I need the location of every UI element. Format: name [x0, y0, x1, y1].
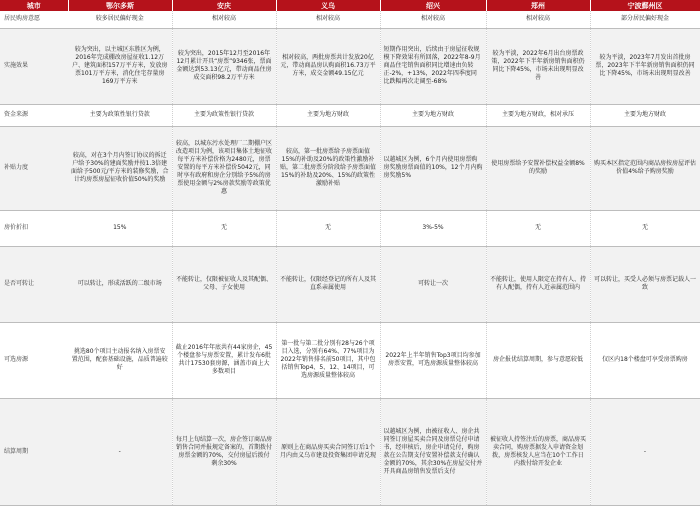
row-subsidy — [0, 126, 700, 210]
header-ordos: 鄂尔多斯 — [68, 0, 172, 11]
header-ningbo-yinzhou: 宁波鄞州区 — [590, 0, 700, 11]
table-cell: 无 — [590, 210, 700, 246]
row-label: 可选房源 — [0, 322, 68, 398]
row-label: 是否可转让 — [0, 246, 68, 322]
table-cell: 主要为政策性银行贷款 — [68, 104, 172, 126]
table-cell: 每月上旬结算一次，房企签订商品房销售合同并报规定备案的，首期拨付房票金额的70%，交付房屋后拨付剩余30% — [172, 398, 276, 505]
table-cell: 3%-5% — [380, 210, 486, 246]
table-cell: 短期作用突出，后续由于房屋征收规模下降效果有所回落，2022年8-9月商品住宅销售面积同比增速由负转正-2%，+13%，2022年四季度同比跌幅再次走阔至-68% — [380, 28, 486, 104]
table-cell: 截止2016年年底共有44家房企，45个楼盘参与房票安置，累计发布6批共计17530套房源，涵盖市面上大多数项目 — [172, 322, 276, 398]
table-cell: 被征收人持签注后的房票，商品房买卖合同，购房票据发入申请资金划拨，房票核发人应当在10个工作日内拨付给开发企业 — [486, 398, 590, 505]
table-cell: 主要为政策性银行贷款 — [172, 104, 276, 126]
row-implementation-effect — [0, 28, 700, 104]
row-transferable — [0, 246, 700, 322]
table-cell: 较为平淡，2022年6月出台房票政策，2022年下半年新房销售面积仍同比下降45%，市场未出现明显改善 — [486, 28, 590, 104]
table-cell: 以越城区为例，由被征收人、房企共同签订房屋买卖合同及房票兑付申请书，经审核后，房企申请兑付，购房款在公告期支付安置补偿款支付确认金额的70%，其余30%在房屋交付并开具商品房销售发票后支付 — [380, 398, 486, 505]
table-cell: 挑选80个项目主动报名纳入房票安置范围，配套基础设施，品质普遍较好 — [68, 322, 172, 398]
table-cell: - — [68, 398, 172, 505]
table-cell: 主要为地方财政 — [590, 104, 700, 126]
table-cell: 相对较高，两批房票共计发放20亿元，带动商品房认购面积16.73万平方米，成交金额49.15亿元 — [276, 28, 380, 104]
header-shaoxing: 绍兴 — [380, 0, 486, 11]
table-cell: 不能转让，仅限被征收人及其配偶、父母、子女使用 — [172, 246, 276, 322]
row-label: 居民购房意愿 — [0, 11, 68, 28]
header-anqing: 安庆 — [172, 0, 276, 11]
row-label: 结算周期 — [0, 398, 68, 505]
table-cell: 相对较高 — [486, 11, 590, 28]
table-cell: 无 — [172, 210, 276, 246]
row-purchase-willingness — [0, 11, 700, 28]
table-cell: 可以转让，买受人必须与房票记载人一致 — [590, 246, 700, 322]
table-cell: 使用房票给予安置补偿权益金额8%的奖励 — [486, 126, 590, 210]
row-label: 补贴力度 — [0, 126, 68, 210]
header-row — [0, 0, 700, 11]
header-city: 城市 — [0, 0, 68, 11]
table-cell: 原则上在商品房买卖合同签订后1个月内由义乌市建设投资集团申请兑现 — [276, 398, 380, 505]
table-cell: 较多居民偏好现金 — [68, 11, 172, 28]
table-cell: 相对较高 — [380, 11, 486, 28]
table-cell: 相对较高 — [172, 11, 276, 28]
table-cell: 较为平淡，2023年7月发出首批房票，2023年下半年新房销售面积仍同比下降45%，市场未出现明显改善 — [590, 28, 700, 104]
table-cell: 可以转让，形成活跃的二级市场 — [68, 246, 172, 322]
row-price-discount — [0, 210, 700, 246]
table-cell: 购买本区指定范围内商品房按房屋评估价值4%给予购房奖励 — [590, 126, 700, 210]
header-zhengzhou: 郑州 — [486, 0, 590, 11]
row-available-housing — [0, 322, 700, 398]
table-cell: 较为突出，以主城区东胜区为例，2016年完成棚改房屋征收1.12万户、建筑面积157万平方米，发放房票101万平方米，消化住宅存量房169万平方米 — [68, 28, 172, 104]
table-cell: 15% — [68, 210, 172, 246]
table-cell: 第一批与第二批分别有28与26个项目入选，分别有64%、77%项目为2022年销售排名前50项目，其中包括销售Top4、5、12、14项目，可选房源质量整体较高 — [276, 322, 380, 398]
table-cell: 房企报优结算周期，参与意愿较低 — [486, 322, 590, 398]
header-yiwu: 义乌 — [276, 0, 380, 11]
table-cell: 以越城区为例，6个月内使用房票购房奖励房票面值的10%，12个月内购房奖励5% — [380, 126, 486, 210]
table-cell: 不能转让，仅限经登记的所有人及其直系亲属使用 — [276, 246, 380, 322]
table-cell: 可转让一次 — [380, 246, 486, 322]
row-label: 实施效果 — [0, 28, 68, 104]
table-cell: 主要为地方财政，相对承压 — [486, 104, 590, 126]
table-cell: 主要为地方财政 — [380, 104, 486, 126]
table-cell: 较高，第一批房票给予房票面值15%的补助及20%的政策性激励补贴，第二批房票分阶段给予房票面值15%的补助及20%、15%的政策性激励补贴 — [276, 126, 380, 210]
table-cell: 2022年上半年销售Top3项目均参加房票安置，可选房源质量整体较高 — [380, 322, 486, 398]
table-cell: 不能转让，使用人限定在持有人、持有人配偶，持有人近亲属范围内 — [486, 246, 590, 322]
table-cell: 较高，以城东污水处理厂二期棚户区改造项目为例，该项目集体土地征收每平方米补偿价格为2480元，房票安置的每平方米补偿价5042元，同时享有政府和房企分别给予5%的房票使用金额与2%房款奖励等政策优惠 — [172, 126, 276, 210]
row-funding-source — [0, 104, 700, 126]
table-cell: 较为突出，2015年12月至2016年12月累计开具“房票”9346张，票面金额达到53.13亿元，带动商品住房成交面积98.2万平方米 — [172, 28, 276, 104]
table-cell: 部分居民偏好现金 — [590, 11, 700, 28]
row-settlement-cycle — [0, 398, 700, 505]
table-cell: 主要为地方财政 — [276, 104, 380, 126]
row-label: 资金来源 — [0, 104, 68, 126]
row-label: 房价折扣 — [0, 210, 68, 246]
table-cell: - — [590, 398, 700, 505]
table-cell: 无 — [276, 210, 380, 246]
table-cell: 较高，对在3个月内签订协议的拆迁户给予30%的建面奖励并按1.3倍建面给予500元/平方米的装修奖励，合计约房票房屋征收价值50%的奖励 — [68, 126, 172, 210]
table-cell: 无 — [486, 210, 590, 246]
table-cell: 仅区内18个楼盘可享受房票购房 — [590, 322, 700, 398]
table-cell: 相对较高 — [276, 11, 380, 28]
